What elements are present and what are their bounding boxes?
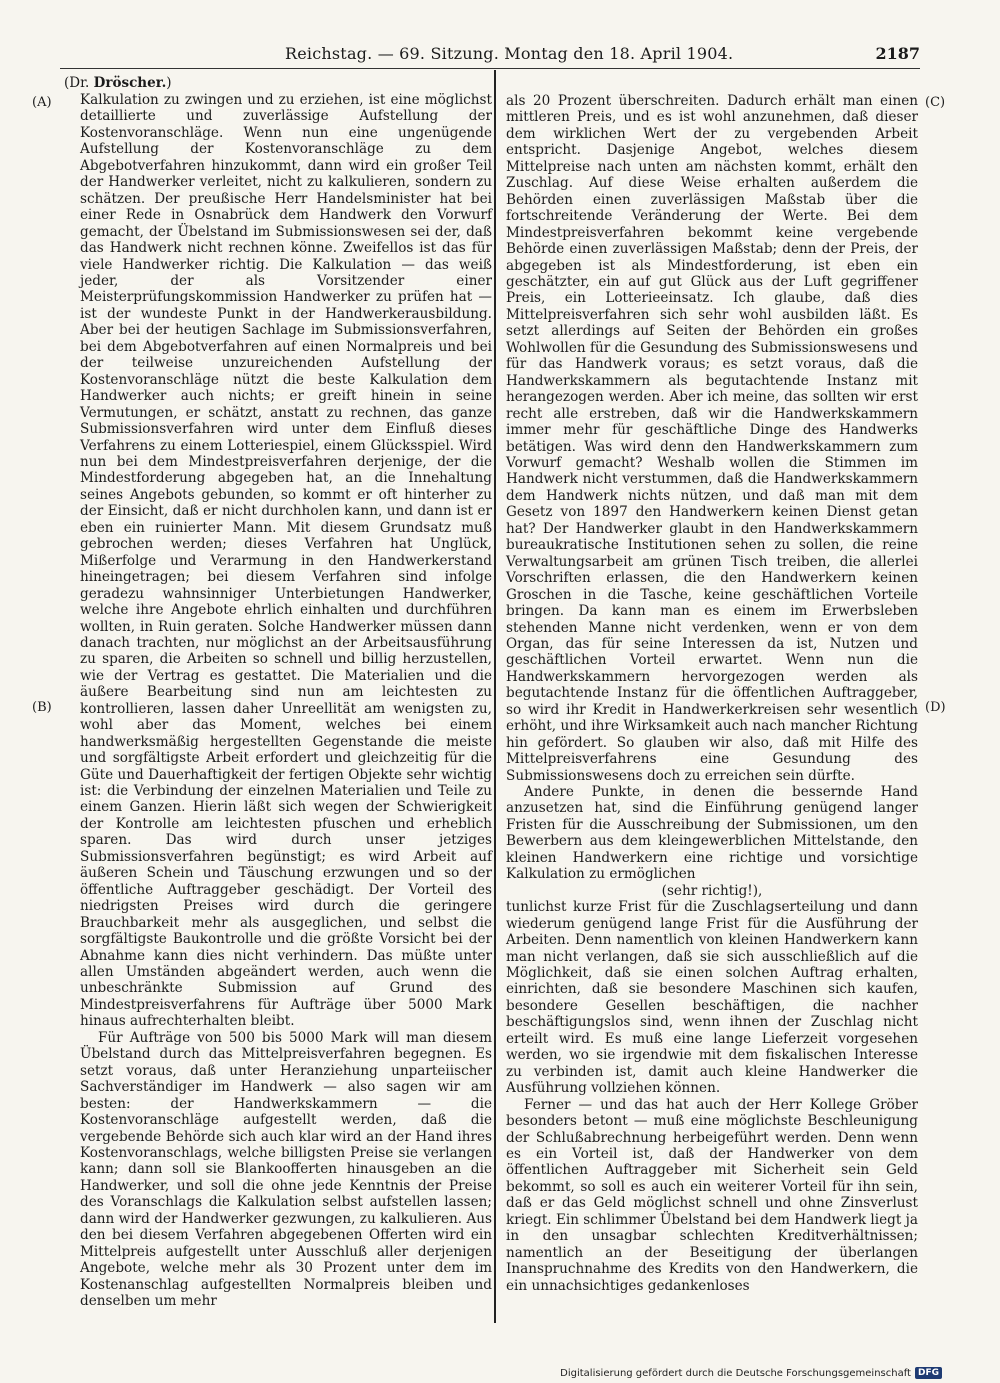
margin-mark-c: (C) — [925, 95, 946, 110]
interjection: (sehr richtig!), — [661, 882, 763, 899]
margin-mark-d: (D) — [925, 700, 946, 715]
paragraph: Für Aufträge von 500 bis 5000 Mark will man diesem Übelstand durch das Mittelpreisverfahren begegnen. Es setzt voraus, daß unter Heranziehung unparteiischer Sachverständiger im Handwerk — also sagen wir am besten: der Handwerkskammern — die Kostenvoranschläge aufgestellt werden, daß die vergebende Behörde sich auch klar wird an der Hand ihres Kostenvoranschlags, welche billigsten Preise sie verlangen kann; dann soll sie Blankoofferten hinausgeben an die Handwerker, und soll die ohne jede Kenntnis der Preise des Voranschlags die Kalkulation selbst aufstellen lassen; dann wird der Handwerker gezwungen, zu kalkulieren. Aus den bei diesem Verfahren abgegebenen Offerten wird ein Mittelpreis aufgestellt unter Ausschluß aller derjenigen Angebote, welche mehr als 30 Prozent unter dem im Kostenanschlag aufgestellten Normalpreis bleiben und denselben um mehr — [80, 1029, 492, 1310]
right-column — [506, 93, 918, 1294]
paragraph: als 20 Prozent überschreiten. Dadurch erhält man einen mittleren Preis, und es ist wohl anzunehmen, daß dieser dem wirklichen Wert der zu vergebenden Arbeit entspricht. Dasjenige Angebot, welches diesem Mittelpreise nach unten am nächsten kommt, erhält den Zuschlag. Auf diese Weise erhalten außerdem die Behörden einen zuverlässigen Maßstab über die fortschreitende Veränderung der Werte. Bei dem Mindestpreisverfahren bekommt keine vergebende Behörde einen zuverlässigen Maßstab; denn der Preis, der abgegeben ist als Mindestforderung, ist eben ein geschätzter, ein auf gut Glück aus der Luft gegriffener Preis, ein Lotterieeinsatz. Ich glaube, daß dies Mittelpreisverfahren sich sehr wohl ausbilden läßt. Es setzt allerdings auf Seiten der Behörden ein großes Wohlwollen für die Gesundung des Submissionswesens und für das Handwerk voraus; es setzt voraus, daß die Handwerkskammern als begutachtende Instanz mit herangezogen werden. Aber ich meine, das sollten wir erst recht alle erstreben, daß wir die Handwerkskammern immer mehr für geschäftliche Dinge des Handwerks betätigen. Was wird denn den Handwerkskammern zum Vorwurf gemacht? Weshalb wollen die Stimmen im Handwerk nicht verstummen, daß die Handwerkskammern dem Handwerk nichts nützen, und daß man mit dem Gesetz von 1897 den Handwerkern keinen Dienst getan hat? Der Handwerker glaubt in den Handwerkskammern bureaukratische Institutionen sehen zu sollen, die reine Verwaltungsarbeit am grünen Tisch treiben, die allerlei Vorschriften erlassen, die den Handwerkern keinen Groschen in die Tasche, keine geschäftlichen Vorteile bringen. Da kann man es einem im Erwerbsleben stehenden Manne nicht verdenken, wenn er von dem Organ, das für seine Interessen da ist, Nutzen und geschäftlichen Vorteil erwartet. Wenn nun die Handwerkskammern hervorgezogen werden als begutachtende Instanz für die öffentlichen Auftraggeber, so wird ihr Kredit in Handwerkerkreisen sehr wesentlich erhöht, und ihre Wirksamkeit auch nach mancher Richtung hin gefördert. So glauben wir also, daß mit Hilfe des Mittelpreisverfahrens eine Gesundung des Submissionswesens doch zu erreichen sein dürfte. — [506, 93, 918, 784]
speaker-name: Dröscher. — [93, 75, 167, 91]
left-column — [80, 92, 492, 1310]
page-title: Reichstag. — 69. Sitzung. Montag den 18. April 1904. — [285, 44, 734, 63]
header-divider — [60, 68, 920, 69]
footer-text: Digitalisierung gefördert durch die Deutsche Forschungsgemeinschaft — [560, 1367, 911, 1379]
speaker-prefix: (Dr. — [64, 75, 94, 91]
paragraph: tunlichst kurze Frist für die Zuschlagserteilung und dann wiederum genügend lange Frist für die Ausführung der Arbeiten. Denn namentlich von kleinen Handwerkern kann man nicht verlangen, daß sie sich ausschließlich auf die Möglichkeit, daß sie einen solchen Auftrag erhalten, einrichten, daß sie besondere Maschinen sich kaufen, besondere Gesellen beschäftigen, die nachher beschäftigungslos sind, wenn ihnen der Zuschlag nicht erteilt wird. Es muß eine lange Lieferzeit vorgesehen werden, wo sie irgendwie mit dem fiskalischen Interesse zu verbinden ist, damit auch kleine Handwerker die Ausführung vollziehen können. — [506, 899, 918, 1097]
speaker-suffix: ) — [166, 75, 172, 91]
column-divider — [494, 70, 496, 1323]
page-number: 2187 — [875, 44, 920, 63]
margin-mark-a: (A) — [32, 95, 52, 110]
speaker-label — [64, 75, 172, 91]
paragraph: Andere Punkte, in denen die bessernde Hand anzusetzen hat, sind die Einführung genügend langer Fristen für die Ausschreibung der Submissionen, um den Bewerbern aus dem kleingewerblichen Mittelstande, den kleinen Handwerkern eine richtige und vorsichtige Kalkulation zu ermöglichen — [506, 784, 918, 883]
paragraph: Ferner — und das hat auch der Herr Kollege Gröber besonders betont — muß eine möglichste Beschleunigung der Schlußabrechnung herbeigeführt werden. Denn wenn es ein Vorteil ist, daß der Handwerker von dem öffentlichen Auftraggeber mit Sicherheit sein Geld bekommt, so soll es auch ein weiterer Vorteil für ihn sein, daß er das Geld möglichst schnell und ohne Zinsverlust kriegt. Ein schlimmer Übelstand bei dem Handwerk liegt ja in den unsagbar schlechten Kreditverhältnissen; namentlich an der Beseitigung der überlangen Inanspruchnahme des Kredits von den Handwerkern, die ein unnachsichtiges gedankenloses — [506, 1096, 918, 1294]
margin-mark-b: (B) — [32, 700, 52, 715]
dfg-logo: DFG — [915, 1367, 942, 1379]
paragraph: Kalkulation zu zwingen und zu erziehen, ist eine möglichst detaillierte und zuverlässige Aufstellung der Kostenvoranschläge. Wenn nun eine ungenügende Aufstellung der Kostenvoranschläge zu dem Abgebotverfahren hinzukommt, dann wird ein großer Teil der Handwerker verleitet, nicht zu kalkulieren, sondern zu schätzen. Der preußische Herr Handelsminister hat bei einer Rede in Osnabrück dem Handwerk den Vorwurf gemacht, der Übelstand im Submissionswesen sei der, daß das Handwerk nicht rechnen könne. Zweifellos ist das für viele Handwerker richtig. Die Kalkulation — das weiß jeder, der als Vorsitzender einer Meisterprüfungskommission Handwerker zu prüfen hat — ist der wundeste Punkt in der Handwerkerausbildung. Aber bei der heutigen Sachlage im Submissionsverfahren, bei dem Abgebotverfahren auf einen Normalpreis und bei der teilweise unzureichenden Aufstellung der Kostenvoranschläge nützt die beste Kalkulation dem Handwerker auch nichts; er greift hinein in seine Vermutungen, er schätzt, anstatt zu rechnen, das ganze Submissionsverfahren wird unter dem Einfluß dieses Verfahrens zu einem Lotteriespiel, einem Glücksspiel. Wird nun bei dem Mindestpreisverfahren derjenige, der die Mindestforderung abgegeben hat, an die Innehaltung seines Angebots gebunden, so kommt er oft hinterher zu der Einsicht, daß er nicht durchholen kann, und dann ist er eben ein ruinierter Mann. Mit diesem Grundsatz muß gebrochen werden; dieses Verfahren hat Unglück, Mißerfolge und Verarmung in den Handwerkerstand hineingetragen; bei diesem Verfahren sind infolge geradezu wahnsinniger Unterbietungen Handwerker, welche ihre Angebote ehrlich einhalten und durchführen wollten, in Ruin geraten. Solche Handwerker müssen dann danach trachten, nur möglichst an der Arbeitsausführung zu sparen, die Arbeiten so schnell und billig herzustellen, wie der Vertrag es gestattet. Die Materialien und die äußere Bearbeitung sind nun am leichtesten zu kontrollieren, lassen daher Unreellität am wenigsten zu, wohl aber das Moment, welches bei einem handwerksmäßig hergestellten Gegenstande die meiste und sorgfältigste Arbeit erfordert und gleichzeitig für die Güte und Dauerhaftigkeit der fertigen Objekte sehr wichtig ist: die Verbindung der einzelnen Materialien und Teile zu einem Ganzen. Hierin läßt sich wegen der Schwierigkeit der Kontrolle am leichtesten pfuschen und erheblich sparen. Das wird durch unser jetziges Submissionsverfahren begünstigt; es wird Arbeit auf äußeren Schein und Täuschung erzwungen und so der öffentliche Auftraggeber geschädigt. Der Vorteil des niedrigsten Preises wird durch die geringere Brauchbarkeit mehr als ausgeglichen, und selbst die sorgfältigste Baukontrolle und die größte Vorsicht bei der Abnahme kann dies nicht verhindern. Das müßte unter allen Umständen abgeändert werden, auch wenn die unbeschränkte Submission auf Grund des Mindestpreisverfahrens für Aufträge über 5000 Mark hinaus aufrechterhalten bleibt. — [80, 92, 492, 1030]
footer — [560, 1367, 942, 1379]
page-header — [285, 44, 920, 66]
